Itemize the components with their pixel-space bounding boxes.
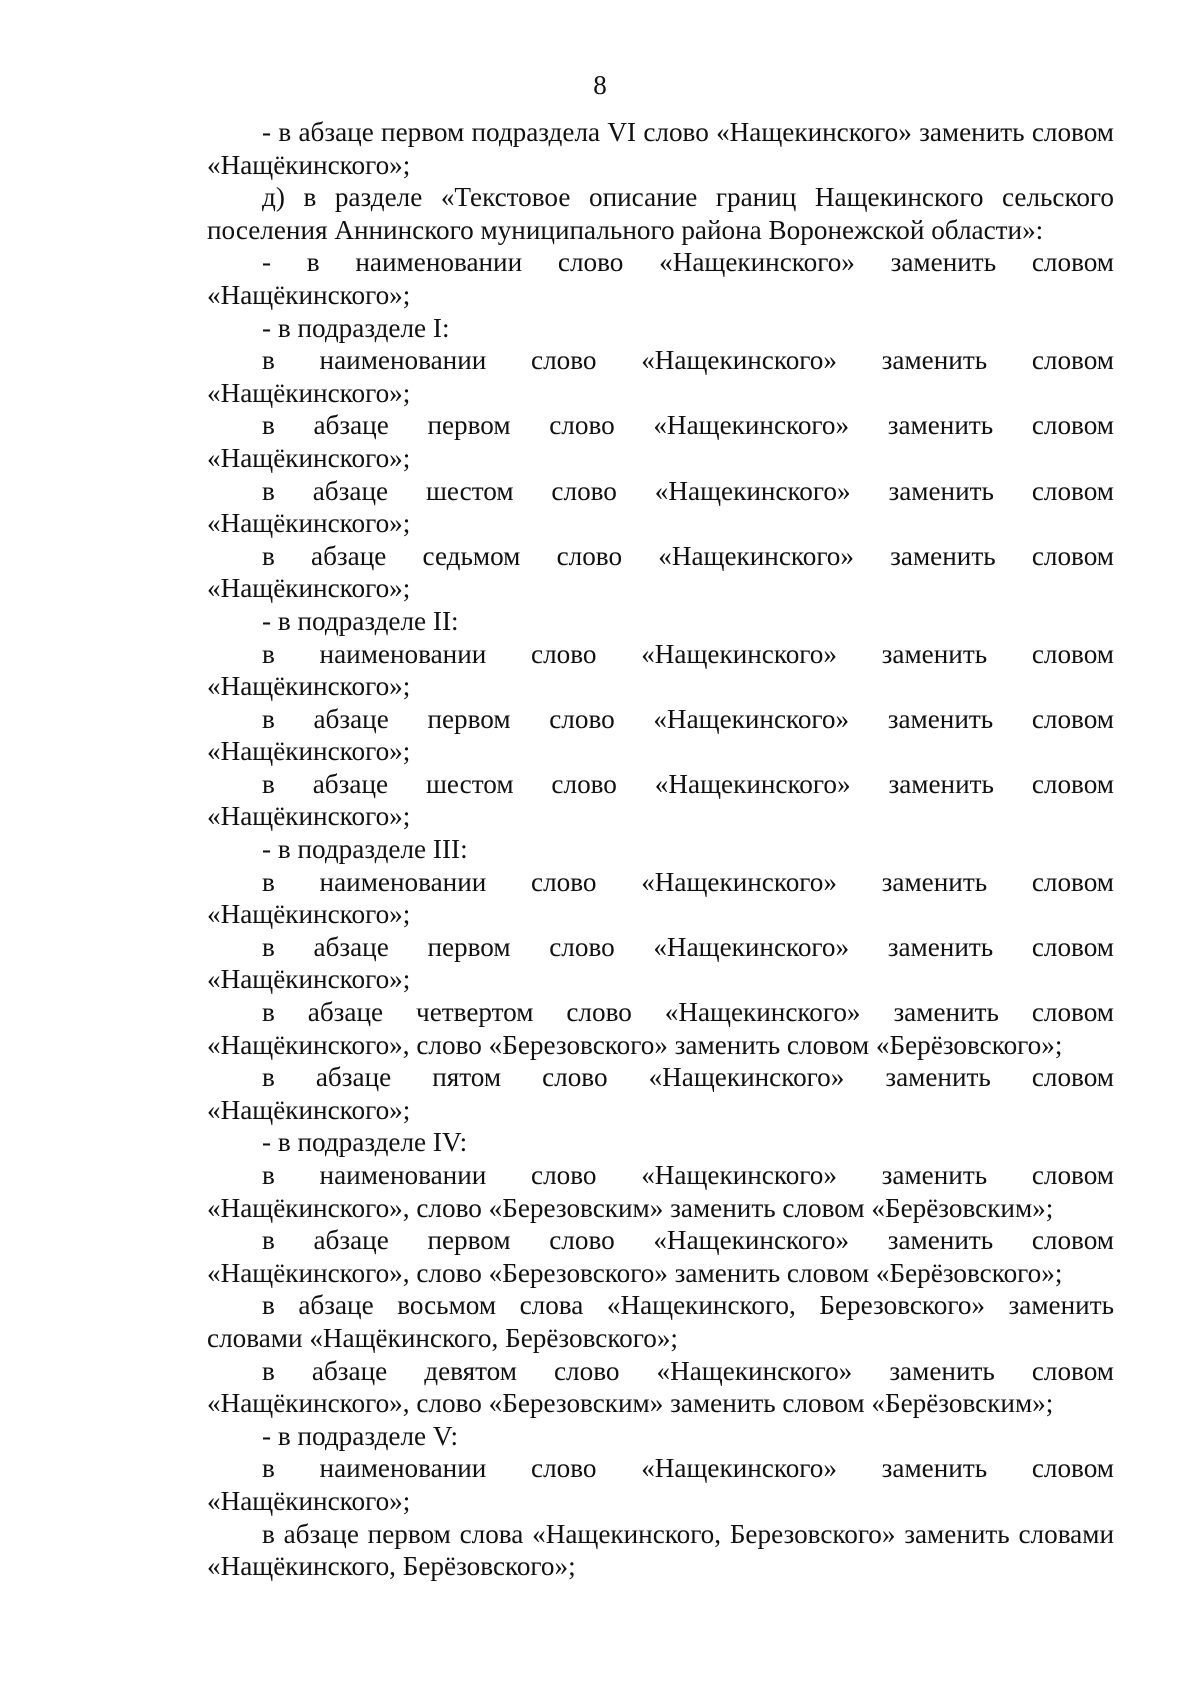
paragraph: - в абзаце первом подраздела VI слово «Нащекинского» заменить словом «Нащёкинского»;: [207, 117, 1114, 180]
paragraph: - в наименовании слово «Нащекинского» заменить словом «Нащёкинского»;: [207, 247, 1114, 310]
paragraph: в абзаце девятом слово «Нащекинского» заменить словом «Нащёкинского», слово «Березовским» заменить словом «Берёзовским»;: [207, 1355, 1114, 1419]
paragraph: в абзаце первом слова «Нащекинского, Березовского» заменить словами «Нащёкинского, Берёзовского»;: [207, 1518, 1114, 1582]
paragraph: в наименовании слово «Нащекинского» заменить словом «Нащёкинского»;: [207, 345, 1114, 408]
paragraph: - в подразделе III:: [262, 834, 468, 865]
paragraph: - в подразделе V:: [262, 1420, 459, 1451]
paragraph: д) в разделе «Текстовое описание границ Нащекинского сельского поселения Аннинского муниципального района Воронежской области»:: [207, 182, 1114, 245]
paragraph: в абзаце первом слово «Нащекинского» заменить словом «Нащёкинского»;: [207, 931, 1114, 995]
paragraph: - в подразделе IV:: [262, 1127, 468, 1158]
paragraph: в наименовании слово «Нащекинского» заменить словом «Нащёкинского»;: [207, 1453, 1114, 1516]
paragraph: в абзаце восьмом слова «Нащекинского, Березовского» заменить словами «Нащёкинского, Берёзовского»;: [207, 1290, 1114, 1353]
paragraph: - в подразделе II:: [262, 605, 459, 636]
paragraph: в наименовании слово «Нащекинского» заменить словом «Нащёкинского», слово «Березовским» заменить словом «Берёзовским»;: [207, 1160, 1114, 1223]
page-number: 8: [593, 70, 607, 100]
paragraph: в наименовании слово «Нащекинского» заменить словом «Нащёкинского»;: [207, 866, 1114, 930]
paragraph: - в подразделе I:: [262, 312, 450, 343]
paragraph: в абзаце первом слово «Нащекинского» заменить словом «Нащёкинского»;: [207, 410, 1114, 473]
document-body: [207, 116, 1114, 1583]
paragraph: в абзаце пятом слово «Нащекинского» заменить словом «Нащёкинского»;: [207, 1062, 1114, 1125]
paragraph: в абзаце седьмом слово «Нащекинского» заменить словом «Нащёкинского»;: [207, 540, 1114, 604]
paragraph: в наименовании слово «Нащекинского» заменить словом «Нащёкинского»;: [207, 638, 1114, 702]
paragraph: в абзаце четвертом слово «Нащекинского» заменить словом «Нащёкинского», слово «Березовского» заменить словом «Берёзовского»;: [207, 997, 1114, 1060]
paragraph: в абзаце шестом слово «Нащекинского» заменить словом «Нащёкинского»;: [207, 768, 1114, 832]
paragraph: в абзаце шестом слово «Нащекинского» заменить словом «Нащёкинского»;: [207, 475, 1114, 539]
paragraph: в абзаце первом слово «Нащекинского» заменить словом «Нащёкинского»;: [207, 703, 1114, 767]
paragraph: в абзаце первом слово «Нащекинского» заменить словом «Нащёкинского», слово «Березовского» заменить словом «Берёзовского»;: [207, 1225, 1114, 1288]
